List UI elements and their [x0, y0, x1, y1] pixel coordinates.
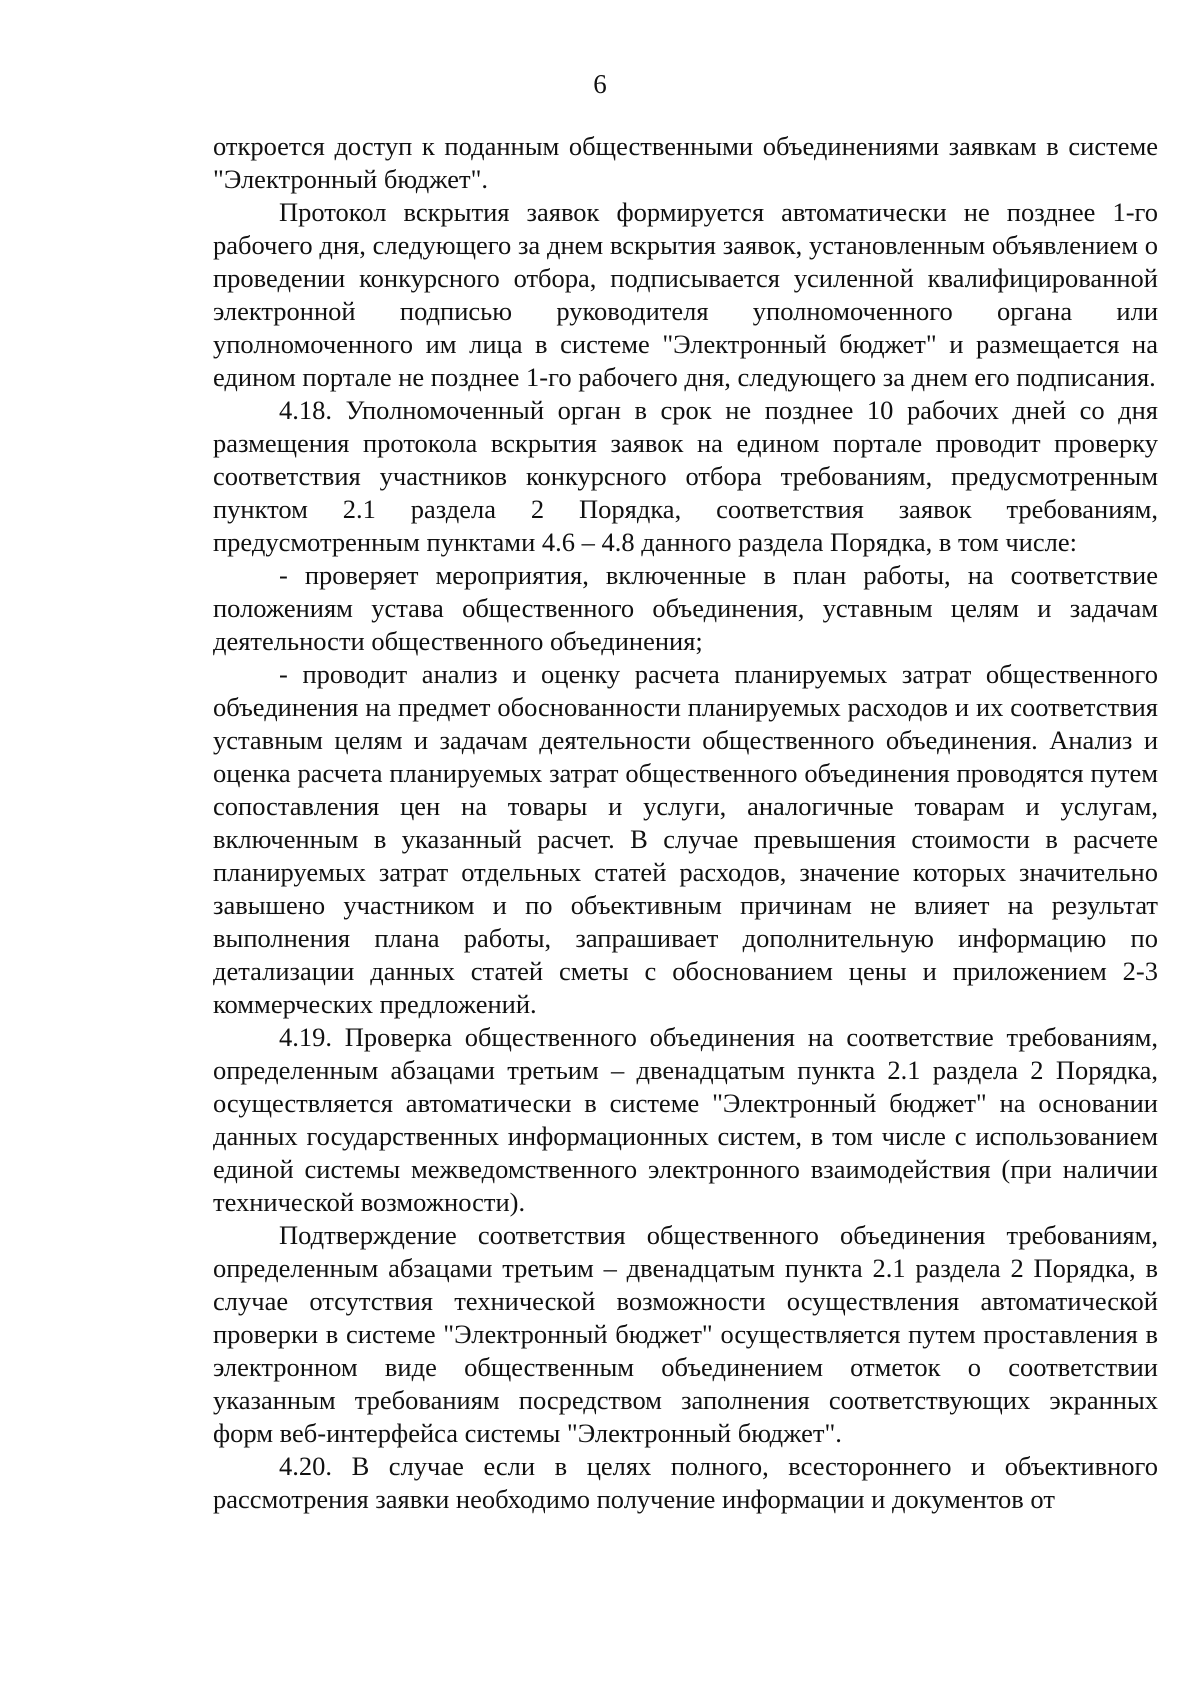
paragraph-clause-4-20: 4.20. В случае если в целях полного, всестороннего и объективного рассмотрения заявки необходимо получение информации и документов от: [213, 1451, 1158, 1514]
list-item-cost-analysis: - проводит анализ и оценку расчета планируемых затрат общественного объединения на предмет обоснованности планируемых расходов и их соответствия уставным целям и задачам деятельности общественного объединения. Анализ и оценка расчета планируемых затрат общественного объединения проводятся путем сопоставления цен на товары и услуги, аналогичные товарам и услугам, включенным в указанный расчет. В случае превышения стоимости в расчете планируемых затрат отдельных статей расходов, значение которых значительно завышено участником и по объективным причинам не влияет на результат выполнения плана работы, запрашивает дополнительную информацию по детализации данных статей сметы с обоснованием цены и приложением 2-3 коммерческих предложений.: [213, 659, 1158, 1019]
paragraph-continuation: откроется доступ к поданным общественными объединениями заявкам в системе "Электронный бюджет".: [213, 131, 1158, 194]
paragraph-clause-4-18: 4.18. Уполномоченный орган в срок не позднее 10 рабочих дней со дня размещения протокола вскрытия заявок на едином портале проводит проверку соответствия участников конкурсного отбора требованиям, предусмотренным пунктом 2.1 раздела 2 Порядка, соответствия заявок требованиям, предусмотренным пунктами 4.6 – 4.8 данного раздела Порядка, в том числе:: [213, 395, 1158, 557]
paragraph-confirmation: Подтверждение соответствия общественного объединения требованиям, определенным абзацами третьим – двенадцатым пункта 2.1 раздела 2 Порядка, в случае отсутствия технической возможности осуществления автоматической проверки в системе "Электронный бюджет" осуществляется путем проставления в электронном виде общественным объединением отметок о соответствии указанным требованиям посредством заполнения соответствующих экранных форм веб-интерфейса системы "Электронный бюджет".: [213, 1220, 1158, 1448]
document-body: [213, 130, 1158, 1516]
paragraph-protocol-opening: Протокол вскрытия заявок формируется автоматически не позднее 1-го рабочего дня, следующего за днем вскрытия заявок, установленным объявлением о проведении конкурсного отбора, подписывается усиленной квалифицированной электронной подписью руководителя уполномоченного органа или уполномоченного им лица в системе "Электронный бюджет" и размещается на едином портале не позднее 1-го рабочего дня, следующего за днем его подписания.: [213, 197, 1158, 392]
list-item-plan-check: - проверяет мероприятия, включенные в план работы, на соответствие положениям устава общественного объединения, уставным целям и задачам деятельности общественного объединения;: [213, 560, 1158, 656]
paragraph-clause-4-19: 4.19. Проверка общественного объединения на соответствие требованиям, определенным абзацами третьим – двенадцатым пункта 2.1 раздела 2 Порядка, осуществляется автоматически в системе "Электронный бюджет" на основании данных государственных информационных систем, в том числе с использованием единой системы межведомственного электронного взаимодействия (при наличии технической возможности).: [213, 1022, 1158, 1217]
page-number: 6: [593, 69, 607, 99]
